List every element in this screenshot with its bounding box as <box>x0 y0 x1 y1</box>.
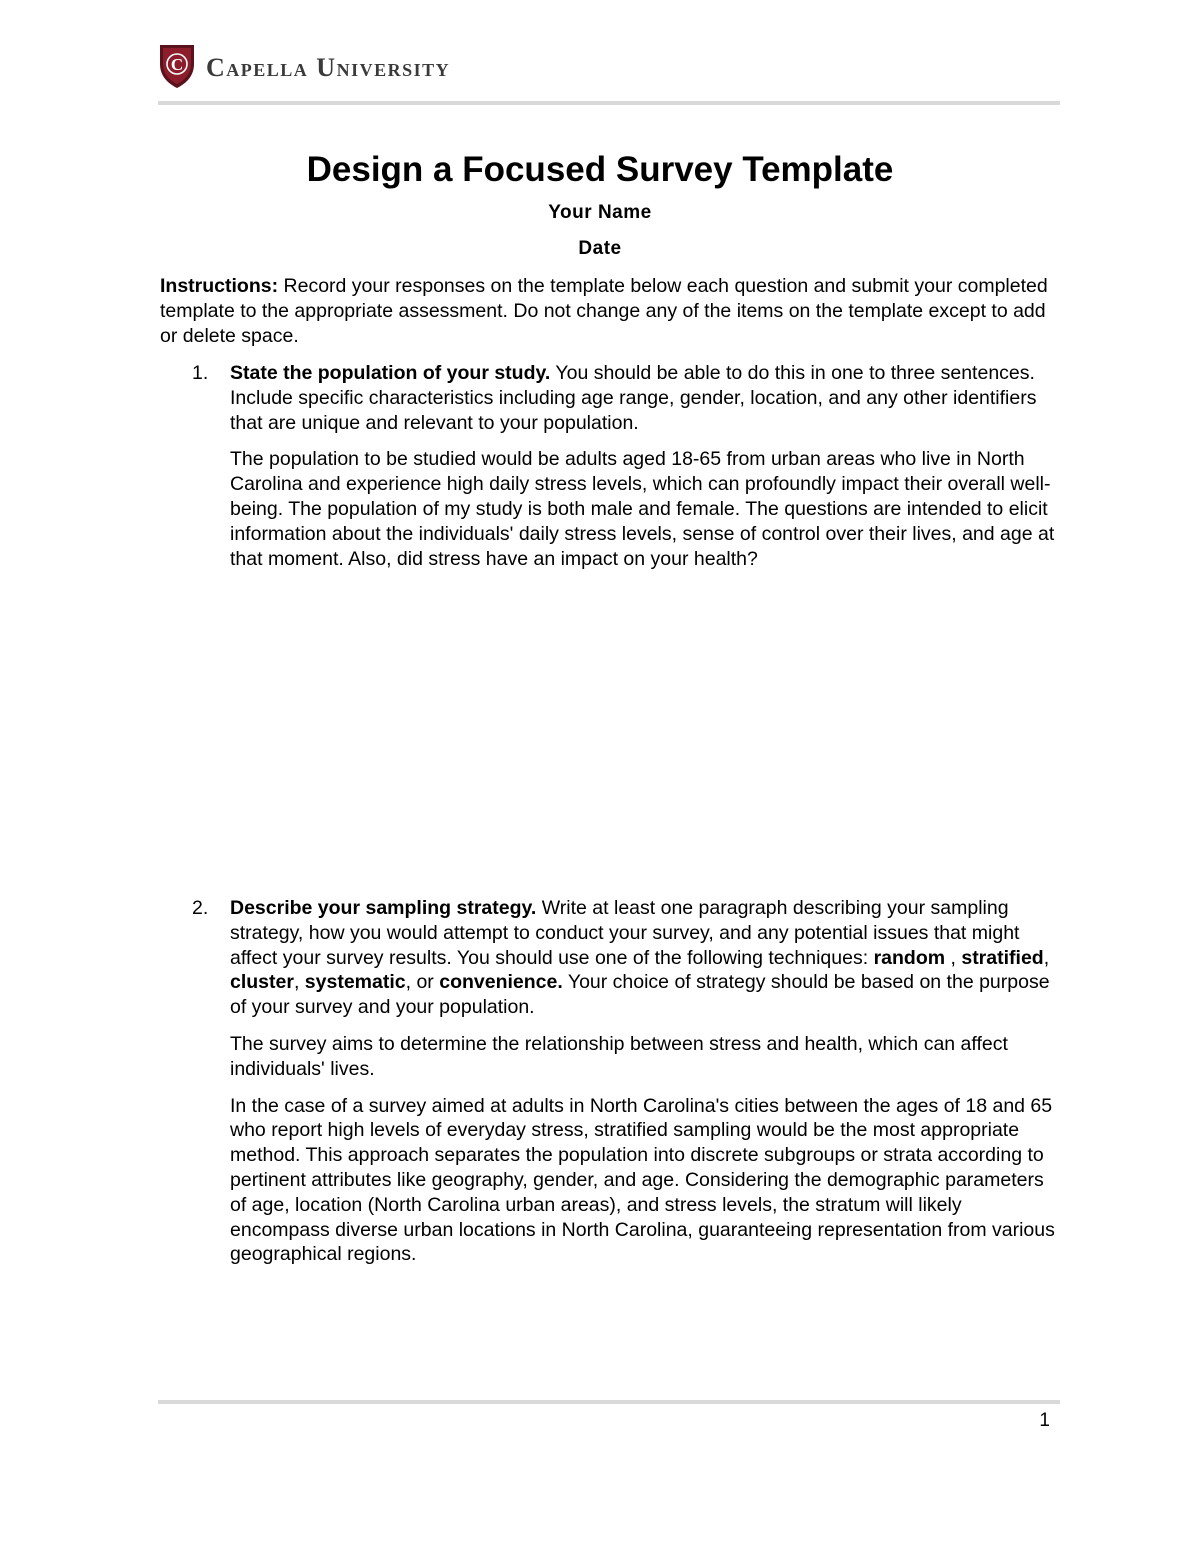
instructions-text: Record your responses on the template below each question and submit your completed template to the appropriate assessment. Do not change any of the items on the template except to add or delete space. <box>160 275 1048 347</box>
separator: , or <box>405 971 440 994</box>
name-field: Your Name <box>548 202 652 223</box>
prompt-bold: State the population of your study. <box>230 362 551 384</box>
document-title: Design a Focused Survey Template <box>306 150 894 189</box>
question-1 <box>160 361 1055 583</box>
logo-letter: C <box>170 55 184 74</box>
question-prompt <box>230 896 1055 1020</box>
technique-random: random <box>873 946 946 969</box>
technique-systematic: systematic <box>304 971 406 994</box>
header <box>158 42 450 90</box>
question-prompt <box>230 361 1055 435</box>
question-number: 2. <box>192 897 209 919</box>
date-field: Date <box>578 238 622 259</box>
prompt-end: Your choice of strategy should be based on the purpose of your survey and your population. <box>230 971 1050 1019</box>
header-divider <box>158 101 1060 105</box>
instructions-label: Instructions: <box>160 275 279 297</box>
answer-paragraph: The survey aims to determine the relationship between stress and health, which can affect individuals' lives. <box>230 1032 1008 1080</box>
answer-paragraph: The population to be studied would be adults aged 18-65 from urban areas who live in North Carolina and experience high daily stress levels, which can profoundly impact their overall well-being. The population of my study is both male and female. The questions are intended to elicit information about the individuals' daily stress levels, sense of control over their lives, and age at that moment. Also, did stress have an impact on your health? <box>230 448 1055 570</box>
separator: , <box>1043 946 1050 969</box>
technique-cluster: cluster <box>230 971 294 994</box>
question-number: 1. <box>192 362 209 384</box>
technique-convenience: convenience. <box>439 971 563 994</box>
separator: , <box>945 946 962 969</box>
instructions <box>160 274 1055 348</box>
answer-paragraph: In the case of a survey aimed at adults in North Carolina's cities between the ages of 18 and 65 who report high levels of everyday stress, stratified sampling would be the most appropriate method. This approach separates the population into discrete subgroups or strata according to pertinent attributes like geography, gender, and age. Considering the demographic parameters of age, location (North Carolina urban areas), and stress levels, the stratum will likely encompass diverse urban locations in North Carolina, guaranteeing representation from various geographical regions. <box>230 1094 1055 1266</box>
capella-shield-logo <box>158 42 196 90</box>
question-2 <box>160 896 1055 1279</box>
prompt-bold: Describe your sampling strategy. <box>230 897 537 919</box>
page-number: 1 <box>1039 1410 1050 1431</box>
footer-divider <box>158 1400 1060 1404</box>
technique-stratified: stratified <box>961 946 1044 969</box>
prompt-text: You should be able to do this in one to three sentences. Include specific characteristics including age range, gender, location, and any other identifiers that are unique and relevant to your population. <box>230 362 1037 434</box>
university-name: Capella University <box>206 53 451 82</box>
separator: , <box>293 971 305 994</box>
prompt-text: Write at least one paragraph describing your sampling strategy, how you would attempt to conduct your survey, and any potential issues that might affect your survey results. You should use one of the following techniques: <box>230 897 1020 969</box>
